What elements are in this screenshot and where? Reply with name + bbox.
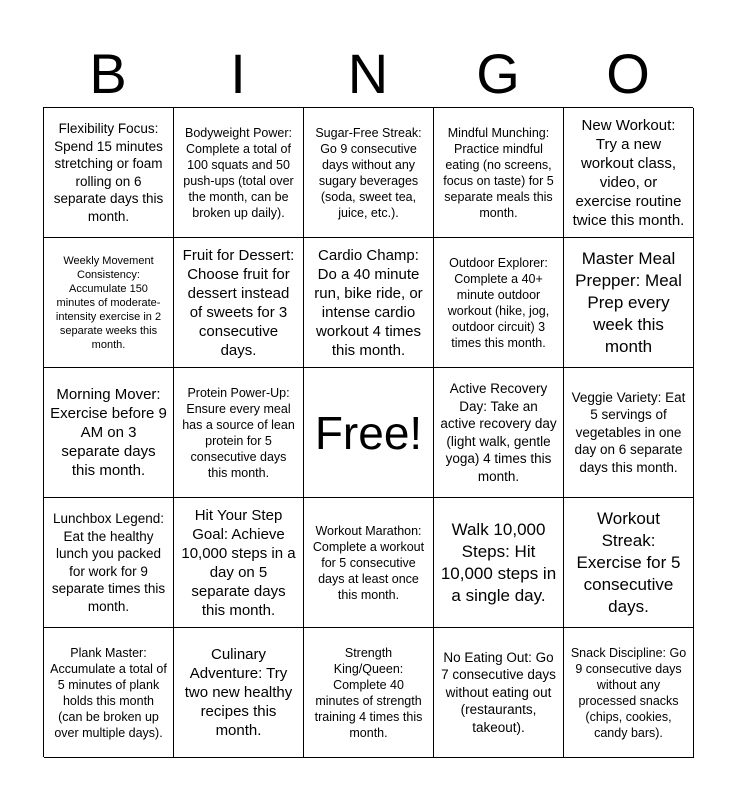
header-letter-b: B <box>89 42 127 105</box>
bingo-cell[interactable] <box>434 628 564 758</box>
bingo-cell[interactable] <box>44 238 174 368</box>
bingo-cell[interactable] <box>434 238 564 368</box>
cell-text: Culinary Adventure: Try two new healthy recipes this month. <box>184 646 293 739</box>
bingo-cell[interactable] <box>304 238 434 368</box>
bingo-cell[interactable] <box>434 368 564 498</box>
bingo-cell[interactable] <box>174 368 304 498</box>
cell-text: Veggie Variety: Eat 5 servings of vegetables in one day on 6 separate days this month. <box>571 389 686 475</box>
bingo-cell[interactable] <box>174 108 304 238</box>
bingo-cell[interactable] <box>44 628 174 758</box>
bingo-cell[interactable] <box>174 628 304 758</box>
header-letter-n: N <box>347 42 389 105</box>
bingo-cell[interactable] <box>434 498 564 628</box>
bingo-cell[interactable] <box>44 108 174 238</box>
header-letter-i: I <box>230 42 246 105</box>
bingo-cell[interactable] <box>44 368 174 498</box>
cell-text: Mindful Munching: Practice mindful eating (no screens, focus on taste) for 5 separate meals this month. <box>443 125 554 220</box>
cell-text: Master Meal Prepper: Meal Prep every week this month <box>575 248 682 356</box>
bingo-cell[interactable] <box>564 368 694 498</box>
cell-text: New Workout: Try a new workout class, video, or exercise routine twice this month. <box>572 116 685 229</box>
bingo-cell[interactable] <box>304 498 434 628</box>
header-letter-o: O <box>606 42 650 105</box>
bingo-cell[interactable] <box>304 628 434 758</box>
cell-text: Cardio Champ: Do a 40 minute run, bike ride, or intense cardio workout 4 times this month. <box>314 246 423 359</box>
cell-text: Strength King/Queen: Complete 40 minutes of strength training 4 times this month. <box>314 645 423 740</box>
free-space-cell[interactable] <box>304 368 434 498</box>
bingo-cell[interactable] <box>174 498 304 628</box>
cell-text: Workout Marathon: Complete a workout for 5 consecutive days at least once this month. <box>312 523 425 602</box>
cell-text: Bodyweight Power: Complete a total of 100 squats and 50 push-ups (total over the month, can be broken up daily). <box>183 125 294 220</box>
cell-text: Protein Power-Up: Ensure every meal has a source of lean protein for 5 consecutive days this month. <box>182 385 295 480</box>
bingo-grid <box>43 107 693 757</box>
cell-text: Workout Streak: Exercise for 5 consecutive days. <box>576 508 681 616</box>
header-letter-g: G <box>476 42 520 105</box>
bingo-cell[interactable] <box>564 628 694 758</box>
bingo-cell[interactable] <box>304 108 434 238</box>
bingo-header <box>43 40 693 108</box>
cell-text: Fruit for Dessert: Choose fruit for dessert instead of sweets for 3 consecutive days. <box>182 246 295 359</box>
cell-text: Active Recovery Day: Take an active recovery day (light walk, gentle yoga) 4 times this month. <box>440 381 557 484</box>
cell-text: Weekly Movement Consistency: Accumulate 150 minutes of moderate-intensity exercise in 2 separate weeks this month. <box>55 254 162 351</box>
bingo-cell[interactable] <box>44 498 174 628</box>
cell-text: Snack Discipline: Go 9 consecutive days without any processed snacks (chips, cookies, candy bars). <box>570 645 687 740</box>
cell-text: Hit Your Step Goal: Achieve 10,000 steps in a day on 5 separate days this month. <box>181 506 296 619</box>
cell-text: Outdoor Explorer: Complete a 40+ minute outdoor workout (hike, jog, outdoor circuit) 3 times this month. <box>447 255 550 350</box>
cell-text: Morning Mover: Exercise before 9 AM on 3 separate days this month. <box>50 386 167 479</box>
bingo-cell[interactable] <box>434 108 564 238</box>
cell-text: Plank Master: Accumulate a total of 5 minutes of plank holds this month (can be broken up over multiple days). <box>50 645 167 740</box>
cell-text: Walk 10,000 Steps: Hit 10,000 steps in a single day. <box>440 519 557 605</box>
cell-text: Flexibility Focus: Spend 15 minutes stretching or foam rolling on 6 separate days this month. <box>53 121 164 224</box>
cell-text: Sugar-Free Streak: Go 9 consecutive days without any sugary beverages (soda, sweet tea, juice, etc.). <box>315 125 422 220</box>
bingo-cell[interactable] <box>174 238 304 368</box>
cell-text: No Eating Out: Go 7 consecutive days without eating out (restaurants, takeout). <box>441 649 556 735</box>
cell-text: Lunchbox Legend: Eat the healthy lunch you packed for work for 9 separate times this month. <box>51 511 166 614</box>
free-space-text: Free! <box>314 406 423 459</box>
bingo-cell[interactable] <box>564 498 694 628</box>
bingo-cell[interactable] <box>564 238 694 368</box>
bingo-cell[interactable] <box>564 108 694 238</box>
